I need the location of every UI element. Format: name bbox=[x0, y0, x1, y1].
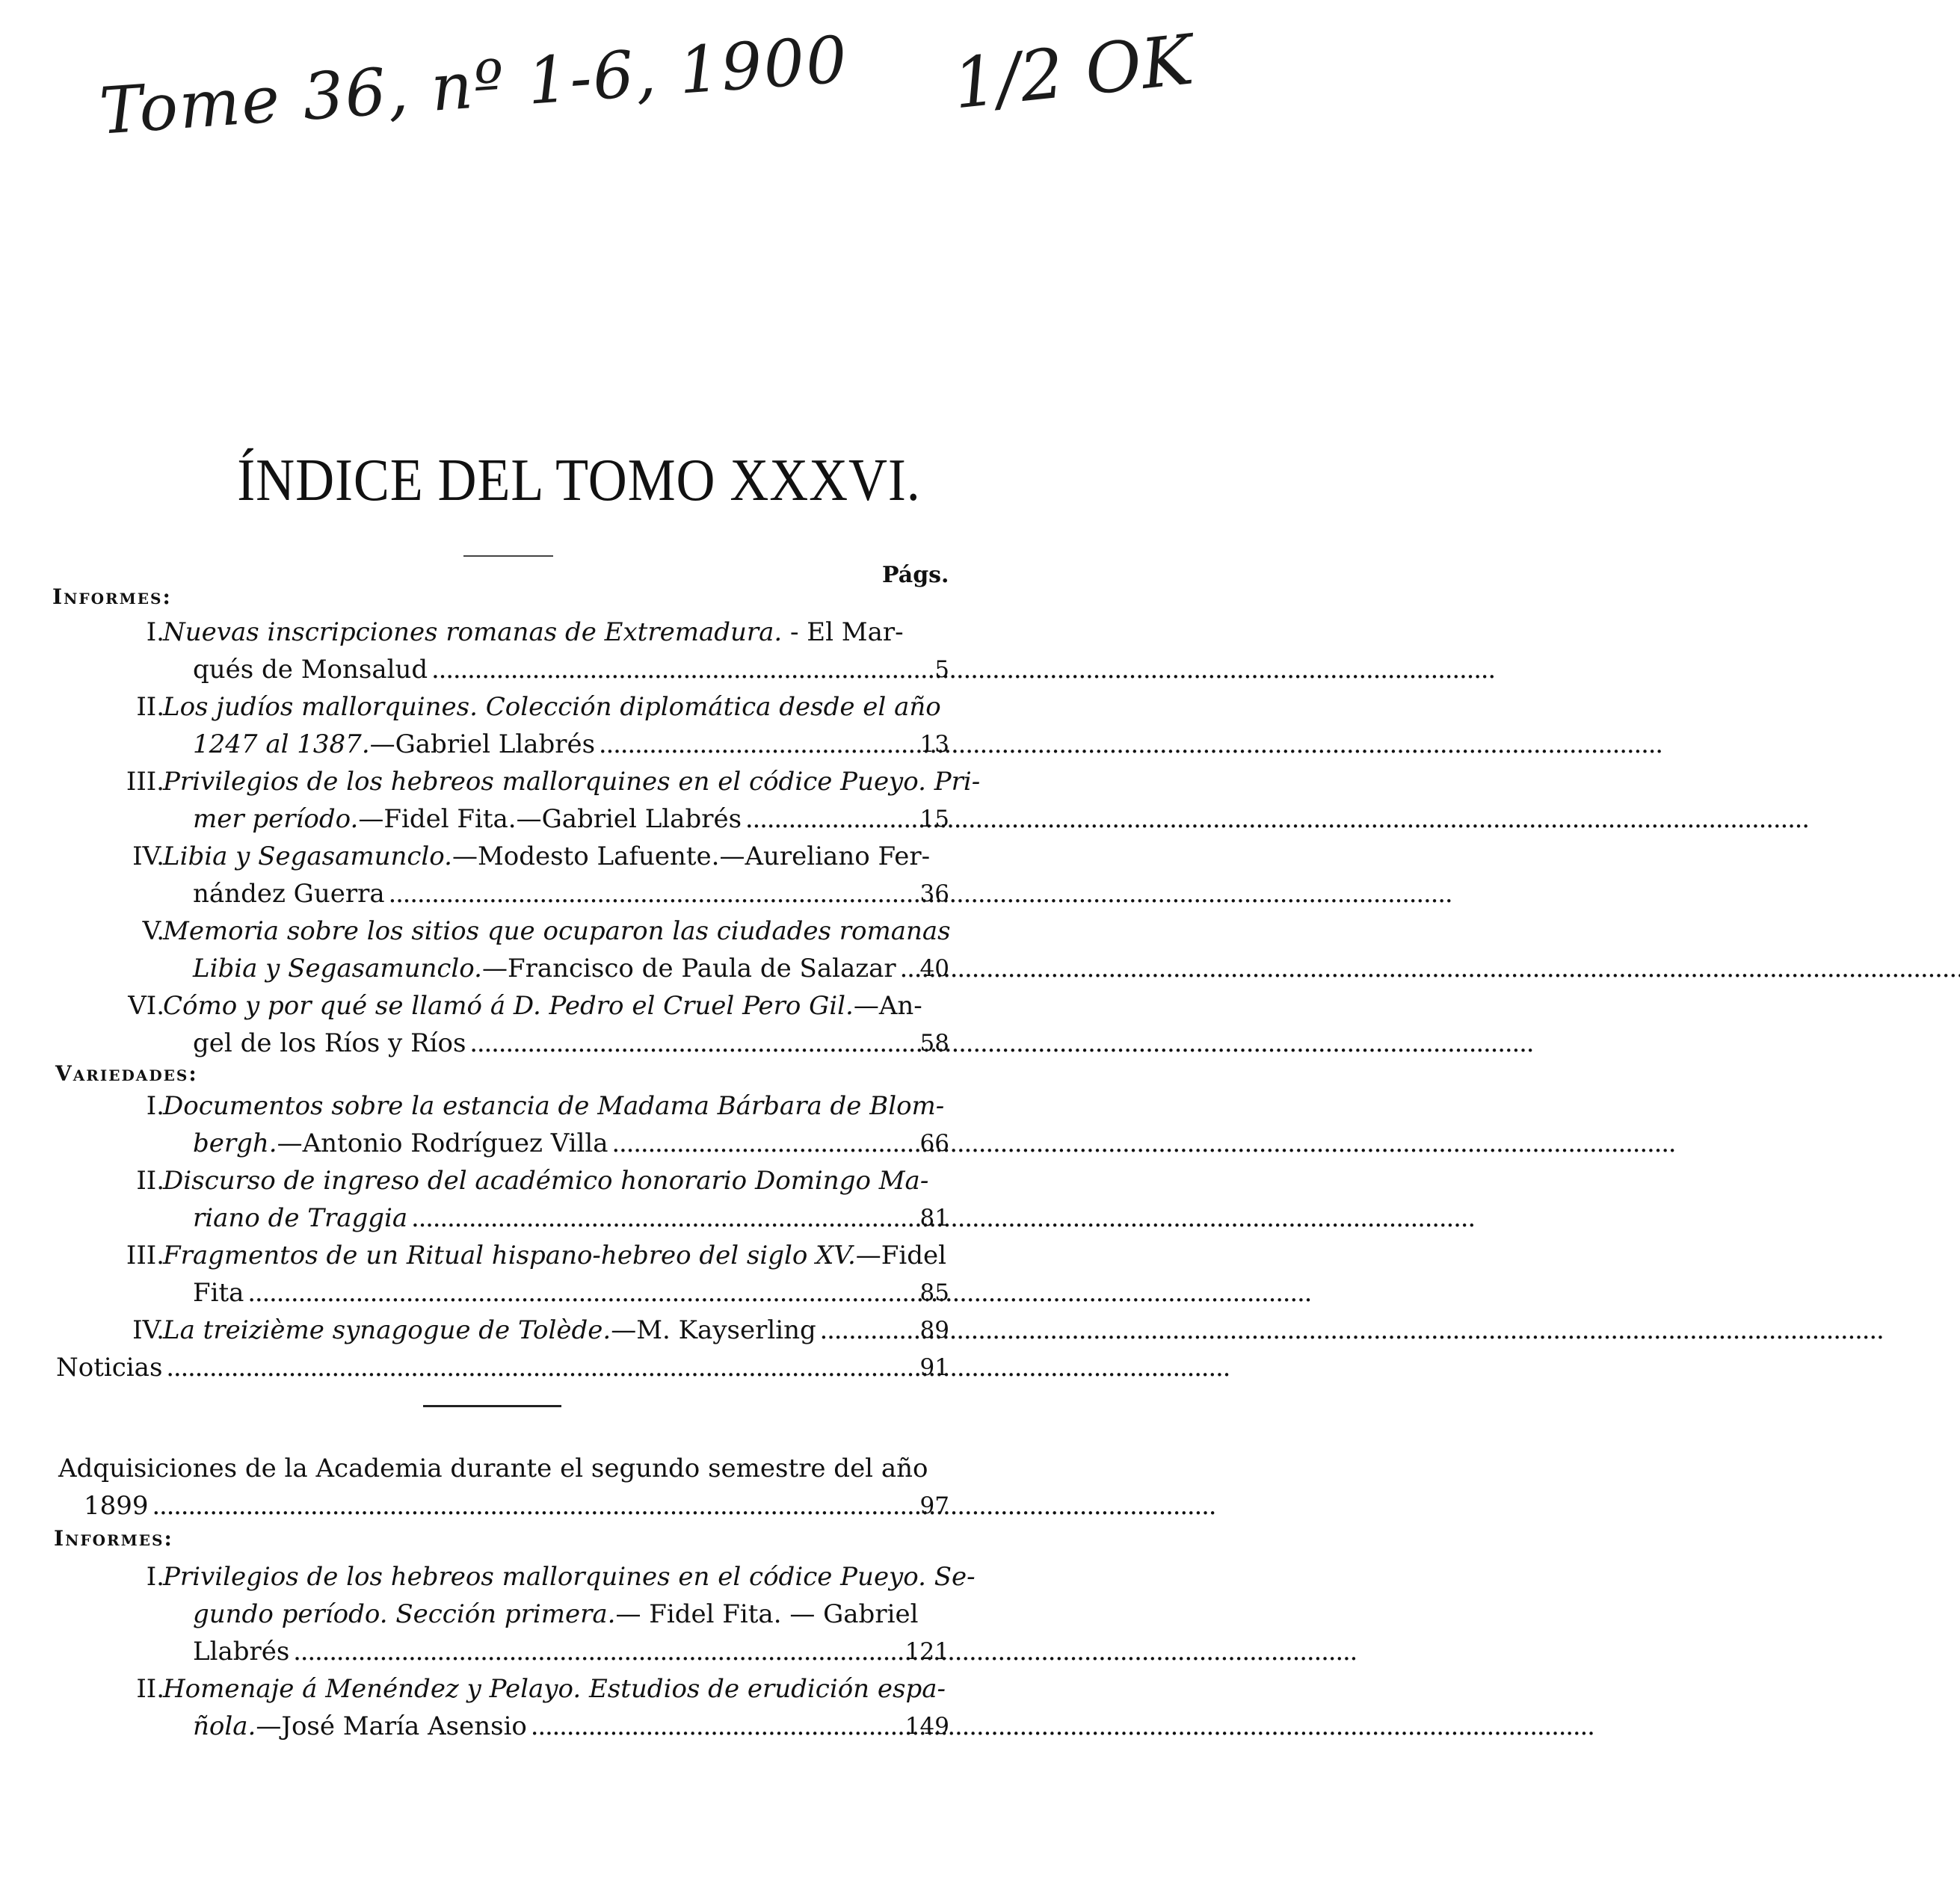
entry-title: Homenaje á Menéndez y Pelayo. Estudios de erudición espa- bbox=[163, 1674, 946, 1704]
entry-line bbox=[163, 1166, 928, 1196]
entry-author: Fita bbox=[193, 1278, 244, 1308]
entry-page: 91 bbox=[919, 1354, 949, 1381]
entry-line bbox=[193, 954, 896, 983]
entry-title: Discurso de ingreso del académico honorario Domingo Ma- bbox=[163, 1166, 929, 1196]
entry-author: —Fidel bbox=[855, 1241, 947, 1270]
entry-author: nández Guerra bbox=[193, 879, 385, 909]
entry-title-cont: gundo período. Sección primera. bbox=[193, 1599, 616, 1629]
entry-title-cont: bergh. bbox=[193, 1128, 277, 1158]
noticias-label: Noticias bbox=[56, 1353, 163, 1383]
entry-page: 66 bbox=[919, 1130, 949, 1157]
entry-number: VI. bbox=[128, 991, 164, 1021]
entry-title: Memoria sobre los sitios que ocuparon las ciudades romanas bbox=[163, 916, 951, 946]
entry-author: —An- bbox=[853, 991, 922, 1021]
entry-number: II. bbox=[136, 1674, 164, 1704]
entry-page: 40 bbox=[919, 955, 949, 982]
entry-author: —José María Asensio bbox=[256, 1711, 527, 1741]
adquisiciones-year: 1899 bbox=[84, 1491, 149, 1521]
entry-number: IV. bbox=[132, 1315, 164, 1345]
entry-page: 13 bbox=[919, 731, 949, 758]
entry-line bbox=[163, 692, 941, 722]
entry-author: —Francisco de Paula de Salazar bbox=[481, 954, 896, 983]
entry-page: 81 bbox=[919, 1205, 949, 1232]
entry-title: Privilegios de los hebreos mallorquines en el códice Pueyo. Pri- bbox=[163, 767, 981, 797]
entry-page: 58 bbox=[919, 1030, 949, 1057]
entry-author: gel de los Ríos y Ríos bbox=[193, 1028, 466, 1058]
entry-page: 97 bbox=[919, 1492, 949, 1519]
entry-line bbox=[193, 1711, 881, 1741]
entry-number: IV. bbox=[132, 841, 164, 871]
section-header-variedades: Variedades: bbox=[55, 1061, 198, 1086]
entry-number: III. bbox=[126, 767, 164, 797]
entry-page: 15 bbox=[919, 806, 949, 833]
handwritten-volume-note: Tome 36, nº 1-6, 1900 bbox=[97, 22, 851, 149]
title-rule bbox=[463, 555, 553, 557]
entry-line bbox=[163, 841, 930, 871]
entry-line bbox=[193, 804, 881, 834]
entry-line bbox=[163, 1674, 946, 1704]
entry-page: 5 bbox=[934, 656, 949, 683]
entry-line bbox=[193, 1203, 881, 1233]
entry-author: qués de Monsalud bbox=[193, 655, 428, 685]
entry-line bbox=[193, 1599, 918, 1629]
entry-title-cont: mer período. bbox=[193, 804, 359, 834]
entry-title: La treizième synagogue de Tolède. bbox=[163, 1315, 611, 1345]
entry-title: Privilegios de los hebreos mallorquines en el códice Pueyo. Se- bbox=[163, 1562, 976, 1592]
entry-author: —Gabriel Llabrés bbox=[369, 729, 596, 759]
entry-line bbox=[163, 991, 922, 1021]
entry-line bbox=[56, 1353, 881, 1383]
entry-title: Libia y Segasamunclo. bbox=[163, 841, 452, 871]
entry-title: Fragmentos de un Ritual hispano-hebreo del siglo XV. bbox=[163, 1241, 856, 1270]
entry-author: —M. Kayserling bbox=[611, 1315, 816, 1345]
entry-title: Documentos sobre la estancia de Madama Bárbara de Blom- bbox=[163, 1091, 945, 1121]
entry-line bbox=[163, 916, 951, 946]
entry-title-cont: Libia y Segasamunclo. bbox=[193, 954, 482, 983]
entry-page: 36 bbox=[919, 880, 949, 907]
entry-line bbox=[163, 617, 904, 647]
entry-page: 149 bbox=[905, 1713, 949, 1740]
entry-number: III. bbox=[126, 1241, 164, 1270]
page-title: ÍNDICE DEL TOMO XXXVI. bbox=[237, 448, 921, 513]
entry-title: Los judíos mallorquines. Colección diplomática desde el año bbox=[163, 692, 941, 722]
entry-line bbox=[193, 655, 881, 685]
entry-line bbox=[163, 1241, 946, 1270]
entry-line bbox=[193, 1637, 881, 1667]
adquisiciones-heading: Adquisiciones de la Academia durante el segundo semestre del año bbox=[58, 1454, 928, 1483]
entry-number: II. bbox=[136, 692, 164, 722]
entry-author: —Modesto Lafuente.—Aureliano Fer- bbox=[452, 841, 931, 871]
entry-line bbox=[193, 879, 881, 909]
entry-line bbox=[84, 1491, 881, 1521]
entry-page: 85 bbox=[919, 1279, 949, 1306]
entry-number: II. bbox=[136, 1166, 164, 1196]
entry-title: Cómo y por qué se llamó á D. Pedro el Cruel Pero Gil. bbox=[163, 991, 854, 1021]
entry-author: — Fidel Fita. — Gabriel bbox=[615, 1599, 919, 1629]
entry-number: I. bbox=[146, 617, 164, 647]
entry-line bbox=[193, 1028, 881, 1058]
entry-page: 89 bbox=[919, 1317, 949, 1344]
entry-page: 121 bbox=[905, 1638, 949, 1665]
section-divider bbox=[423, 1405, 561, 1407]
entry-title-cont: 1247 al 1387. bbox=[193, 729, 370, 759]
entry-number: V. bbox=[142, 916, 164, 946]
entry-line bbox=[163, 1091, 944, 1121]
handwritten-check-note: 1/2 OK bbox=[949, 19, 1197, 125]
entry-number: I. bbox=[146, 1091, 164, 1121]
entry-author: —Antonio Rodríguez Villa bbox=[277, 1128, 608, 1158]
entry-author: —Fidel Fita.—Gabriel Llabrés bbox=[358, 804, 742, 834]
entry-author: - El Mar- bbox=[782, 617, 904, 647]
pages-column-label: Págs. bbox=[882, 562, 949, 588]
entry-title-cont: riano de Traggia bbox=[193, 1203, 408, 1233]
entry-title: Nuevas inscripciones romanas de Extremadura. bbox=[163, 617, 783, 647]
entry-title-cont: ñola. bbox=[193, 1711, 256, 1741]
entry-line bbox=[193, 729, 881, 759]
entry-author: Llabrés bbox=[193, 1637, 290, 1667]
section-header-informes-2: Informes: bbox=[54, 1526, 173, 1551]
entry-line bbox=[163, 1562, 976, 1592]
section-header-informes: Informes: bbox=[52, 584, 172, 609]
entry-number: I. bbox=[146, 1562, 164, 1592]
entry-line bbox=[163, 1315, 881, 1345]
entry-line bbox=[193, 1278, 881, 1308]
entry-line bbox=[193, 1128, 881, 1158]
entry-line bbox=[163, 767, 980, 797]
